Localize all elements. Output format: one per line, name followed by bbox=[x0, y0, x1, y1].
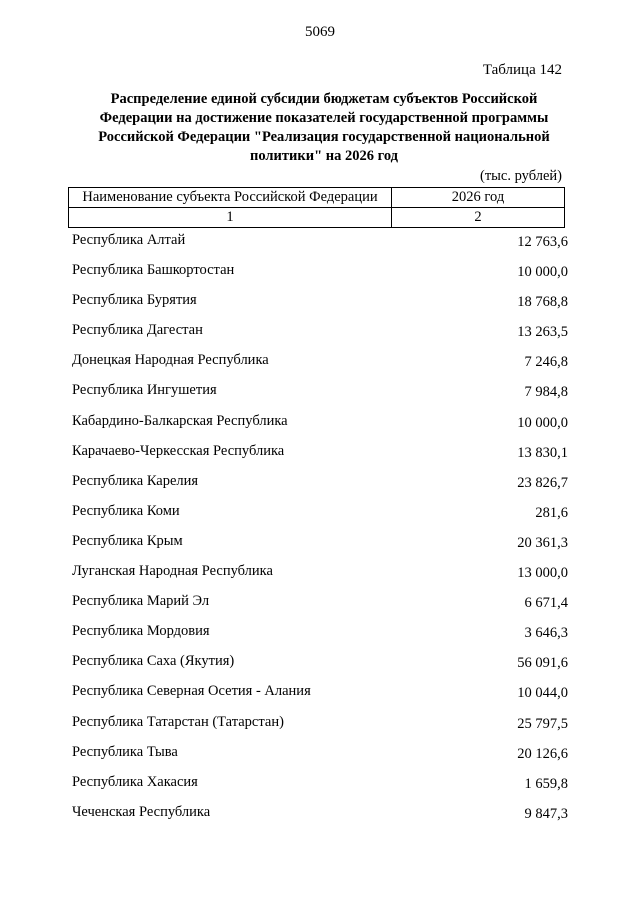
header-number-1: 1 bbox=[69, 208, 392, 228]
table-row bbox=[72, 348, 568, 378]
subject-name: Карачаево-Черкесская Республика bbox=[72, 442, 285, 459]
document-title bbox=[60, 90, 588, 166]
subject-name: Республика Тыва bbox=[72, 743, 178, 760]
subsidy-value: 13 263,5 bbox=[517, 324, 568, 341]
table-row bbox=[72, 770, 568, 800]
subject-name: Луганская Народная Республика bbox=[72, 563, 273, 580]
title-line: Распределение единой субсидии бюджетам субъектов Российской bbox=[110, 91, 538, 107]
table-row bbox=[72, 228, 568, 258]
table-row bbox=[72, 589, 568, 619]
table-row bbox=[72, 740, 568, 770]
subject-name: Республика Татарстан (Татарстан) bbox=[72, 713, 284, 730]
table-row bbox=[72, 469, 568, 499]
subsidy-value: 23 826,7 bbox=[517, 474, 568, 491]
subject-name: Кабардино-Балкарская Республика bbox=[72, 412, 288, 429]
table-row bbox=[72, 619, 568, 649]
subject-name: Республика Северная Осетия - Алания bbox=[72, 683, 311, 700]
subject-name: Донецкая Народная Республика bbox=[72, 352, 269, 369]
subsidy-value: 7 246,8 bbox=[524, 354, 568, 371]
subsidy-value: 13 830,1 bbox=[517, 444, 568, 461]
subject-name: Республика Саха (Якутия) bbox=[72, 653, 235, 670]
subsidy-value: 56 091,6 bbox=[517, 655, 568, 672]
subject-name: Чеченская Республика bbox=[72, 803, 211, 820]
header-subject: Наименование субъекта Российской Федерации bbox=[69, 188, 392, 208]
subject-name: Республика Дагестан bbox=[72, 322, 203, 339]
subsidy-value: 1 659,8 bbox=[524, 775, 568, 792]
table-row bbox=[72, 559, 568, 589]
table-body bbox=[72, 228, 568, 830]
table-row bbox=[72, 529, 568, 559]
subsidy-value: 7 984,8 bbox=[524, 384, 568, 401]
subject-name: Республика Марий Эл bbox=[72, 593, 210, 610]
table-label: Таблица 142 bbox=[482, 62, 562, 78]
subsidy-value: 3 646,3 bbox=[524, 625, 568, 642]
subject-name: Республика Коми bbox=[72, 502, 180, 519]
subsidy-value: 13 000,0 bbox=[517, 565, 568, 582]
subject-name: Республика Мордовия bbox=[72, 623, 210, 640]
table-row bbox=[72, 378, 568, 408]
table-row bbox=[72, 800, 568, 830]
subsidy-value: 281,6 bbox=[535, 504, 568, 521]
table-row bbox=[72, 439, 568, 469]
subject-name: Республика Хакасия bbox=[72, 773, 198, 790]
subsidy-value: 10 000,0 bbox=[517, 264, 568, 281]
subject-name: Республика Бурятия bbox=[72, 292, 197, 309]
table-row bbox=[72, 499, 568, 529]
table-row bbox=[72, 318, 568, 348]
title-line: Федерации на достижение показателей государственной программы bbox=[99, 110, 549, 126]
subsidy-value: 12 763,6 bbox=[517, 234, 568, 250]
subsidy-value: 9 847,3 bbox=[524, 805, 568, 822]
units-label: (тыс. рублей) bbox=[480, 168, 562, 184]
subject-name: Республика Башкортостан bbox=[72, 262, 235, 279]
title-line: политики" на 2026 год bbox=[249, 148, 398, 164]
subsidy-value: 25 797,5 bbox=[517, 715, 568, 732]
subsidy-value: 20 126,6 bbox=[517, 745, 568, 762]
subject-name: Республика Карелия bbox=[72, 472, 199, 489]
header-number-2: 2 bbox=[392, 208, 565, 228]
subsidy-value: 10 000,0 bbox=[517, 414, 568, 431]
table-row bbox=[72, 258, 568, 288]
header-number-row bbox=[69, 208, 565, 228]
table-header bbox=[68, 187, 565, 228]
subsidy-value: 20 361,3 bbox=[517, 534, 568, 551]
table-row bbox=[72, 679, 568, 709]
page-number: 5069 bbox=[305, 24, 335, 40]
table-row bbox=[72, 288, 568, 318]
table-row bbox=[72, 649, 568, 679]
subsidy-value: 6 671,4 bbox=[524, 595, 568, 612]
subject-name: Республика Алтай bbox=[72, 232, 186, 248]
subsidy-value: 18 768,8 bbox=[517, 294, 568, 311]
table-row bbox=[72, 710, 568, 740]
subject-name: Республика Ингушетия bbox=[72, 382, 217, 399]
table-row bbox=[72, 409, 568, 439]
header-row bbox=[69, 188, 565, 208]
subject-name: Республика Крым bbox=[72, 532, 183, 549]
subsidy-value: 10 044,0 bbox=[517, 685, 568, 702]
header-year: 2026 год bbox=[392, 188, 565, 208]
title-line: Российской Федерации "Реализация государственной национальной bbox=[98, 129, 550, 145]
